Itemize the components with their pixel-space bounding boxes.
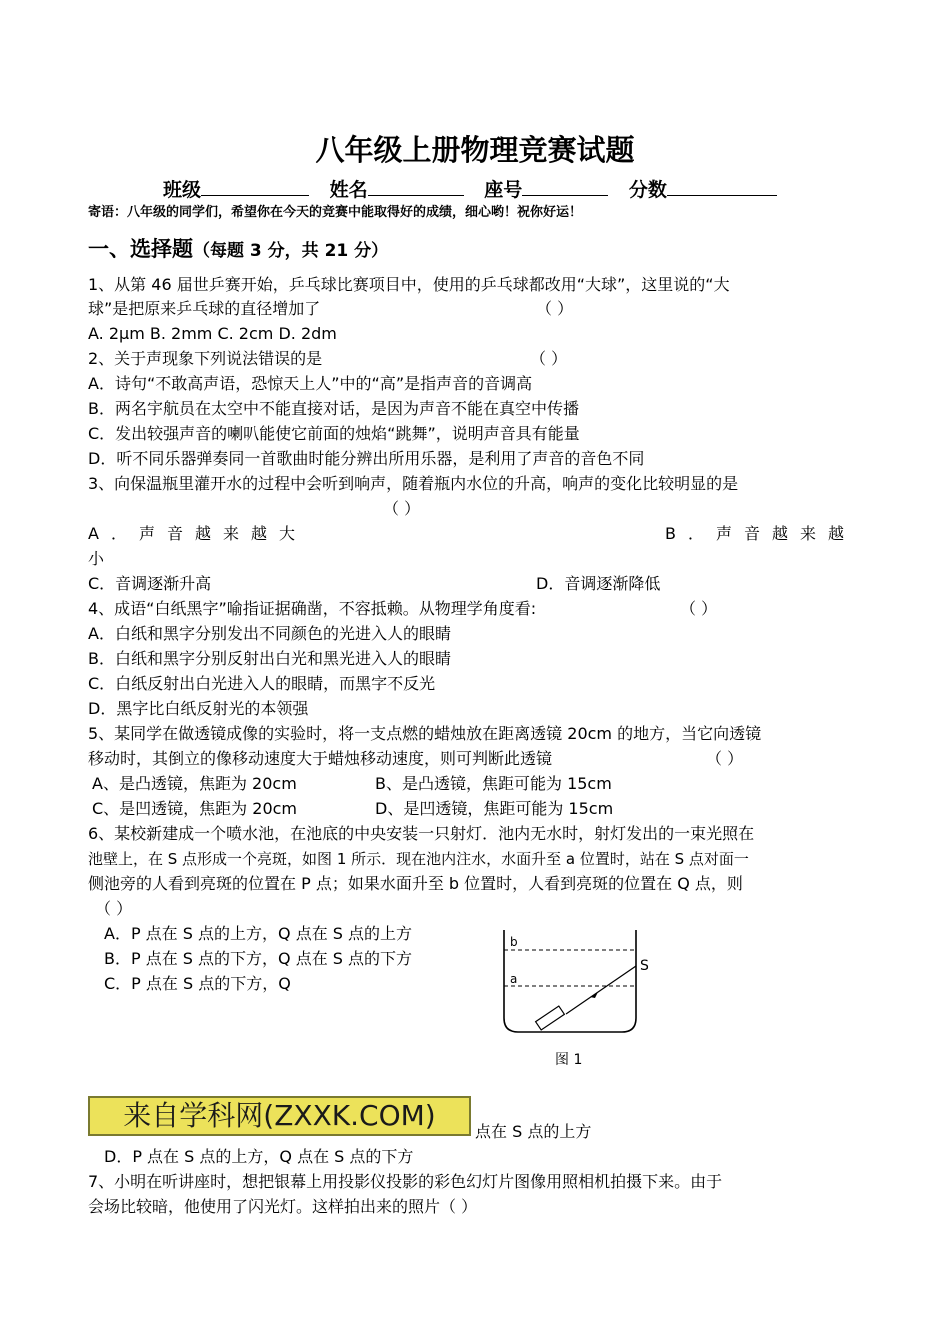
q5-stem-line2: 移动时，其倒立的像移动速度大于蜡烛移动速度，则可判断此透镜 xyxy=(88,749,553,768)
q6-option-c: C．P 点在 S 点的下方，Q xyxy=(104,974,291,993)
section-scoring: （每题 3 分，共 21 分） xyxy=(193,241,389,261)
q1-stem-line1: 1、从第 46 届世乒赛开始，乒乓球比赛项目中，使用的乒乓球都改用“大球”，这里说的“大 xyxy=(88,275,730,294)
watermark-banner: 来自学科网(ZXXK.COM) xyxy=(88,1096,471,1136)
q4-option-d: D．黑字比白纸反射光的本领强 xyxy=(88,699,309,718)
q6-stem-line1: 6、某校新建成一个喷水池，在池底的中央安装一只射灯．池内无水时，射灯发出的一束光照在 xyxy=(88,824,755,843)
q6-option-c-tail: 点在 S 点的上方 xyxy=(475,1122,592,1141)
q2-stem: 2、关于声现象下列说法错误的是 xyxy=(88,349,323,368)
label-s: S xyxy=(640,958,649,974)
q5-option-b: B、是凸透镜，焦距可能为 15cm xyxy=(375,774,612,793)
q3-option-a: A．声音越来越大 xyxy=(88,524,307,543)
score-blank[interactable] xyxy=(667,175,777,196)
name-blank[interactable] xyxy=(368,175,464,196)
q1-options: A. 2μm B. 2mm C. 2cm D. 2dm xyxy=(88,324,337,343)
q5-option-d: D、是凹透镜，焦距可能为 15cm xyxy=(375,799,614,818)
class-label: 班级 xyxy=(163,179,202,201)
label-a: a xyxy=(510,972,518,986)
q2-answer-paren: （ ） xyxy=(530,349,568,368)
q5-answer-paren: （ ） xyxy=(706,749,744,768)
q3-option-d: D．音调逐渐降低 xyxy=(536,574,661,593)
encouragement-note: 寄语：八年级的同学们，希望你在今天的竞赛中能取得好的成绩，细心哟！祝你好运！ xyxy=(88,205,583,220)
student-info-line xyxy=(163,175,791,203)
q4-option-b: B．白纸和黑字分别反射出白光和黑光进入人的眼睛 xyxy=(88,649,451,668)
q5-stem-line1: 5、某同学在做透镜成像的实验时，将一支点燃的蜡烛放在距离透镜 20cm 的地方，当它向透镜 xyxy=(88,724,762,743)
q7-stem-line2: 会场比较暗，他使用了闪光灯。这样拍出来的照片（ ） xyxy=(88,1197,478,1216)
light-ray xyxy=(566,966,636,1014)
q2-option-d: D．听不同乐器弹奏同一首歌曲时能分辨出所用乐器，是利用了声音的音色不同 xyxy=(88,449,645,468)
pool-outline xyxy=(504,930,636,1032)
q6-answer-paren: （ ） xyxy=(95,899,133,918)
section-heading xyxy=(88,235,388,265)
q6-stem-line2: 池壁上，在 S 点形成一个亮斑，如图 1 所示．现在池内注水，水面升至 a 位置时，站在 S 点对面一 xyxy=(88,850,749,868)
figure-caption: 图 1 xyxy=(555,1052,583,1068)
q3-option-b-tail: 小 xyxy=(88,549,105,568)
q5-option-a: A、是凸透镜，焦距为 20cm xyxy=(92,774,297,793)
seat-label: 座号 xyxy=(484,179,523,201)
q2-option-c: C．发出较强声音的喇叭能使它前面的烛焰“跳舞”，说明声音具有能量 xyxy=(88,424,580,443)
score-label: 分数 xyxy=(628,179,667,201)
q2-option-b: B．两名宇航员在太空中不能直接对话，是因为声音不能在真空中传播 xyxy=(88,399,579,418)
q3-answer-paren: （ ） xyxy=(383,499,421,518)
q1-stem-line2: 球”是把原来乒乓球的直径增加了 xyxy=(88,299,321,318)
q4-option-a: A．白纸和黑字分别发出不同颜色的光进入人的眼睛 xyxy=(88,624,451,643)
q4-option-c: C．白纸反射出白光进入人的眼睛，而黑字不反光 xyxy=(88,674,436,693)
q6-stem-line3: 侧池旁的人看到亮斑的位置在 P 点；如果水面升至 b 位置时，人看到亮斑的位置在 Q 点，则 xyxy=(88,874,743,893)
label-b: b xyxy=(510,935,518,949)
q3-stem: 3、向保温瓶里灌开水的过程中会听到响声，随着瓶内水位的升高，响声的变化比较明显的是 xyxy=(88,474,739,493)
name-label: 姓名 xyxy=(329,179,368,201)
q1-answer-paren: （ ） xyxy=(536,299,574,318)
q3-option-c: C．音调逐渐升高 xyxy=(88,574,212,593)
ray-arrow-icon xyxy=(590,992,598,998)
q4-stem: 4、成语“白纸黑字”喻指证据确凿，不容抵赖。从物理学角度看: xyxy=(88,599,537,618)
q4-answer-paren: （ ） xyxy=(680,599,718,618)
q6-option-b: B．P 点在 S 点的下方，Q 点在 S 点的下方 xyxy=(104,949,413,968)
q5-option-c: C、是凹透镜，焦距为 20cm xyxy=(92,799,298,818)
page-title: 八年级上册物理竞赛试题 xyxy=(315,133,635,167)
q3-option-b: B．声音越来越 xyxy=(665,524,856,543)
q6-option-d: D．P 点在 S 点的上方，Q 点在 S 点的下方 xyxy=(104,1147,414,1166)
pool-diagram xyxy=(498,926,658,1038)
q6-option-a: A．P 点在 S 点的上方，Q 点在 S 点的上方 xyxy=(104,924,413,943)
q2-option-a: A．诗句“不敢高声语，恐惊天上人”中的“高”是指声音的音调高 xyxy=(88,374,533,393)
section-title: 一、选择题 xyxy=(88,237,193,261)
seat-blank[interactable] xyxy=(522,175,608,196)
q7-stem-line1: 7、小明在听讲座时，想把银幕上用投影仪投影的彩色幻灯片图像用照相机拍摄下来。由于 xyxy=(88,1172,723,1191)
spotlight-icon xyxy=(536,1006,565,1030)
class-blank[interactable] xyxy=(201,175,309,196)
